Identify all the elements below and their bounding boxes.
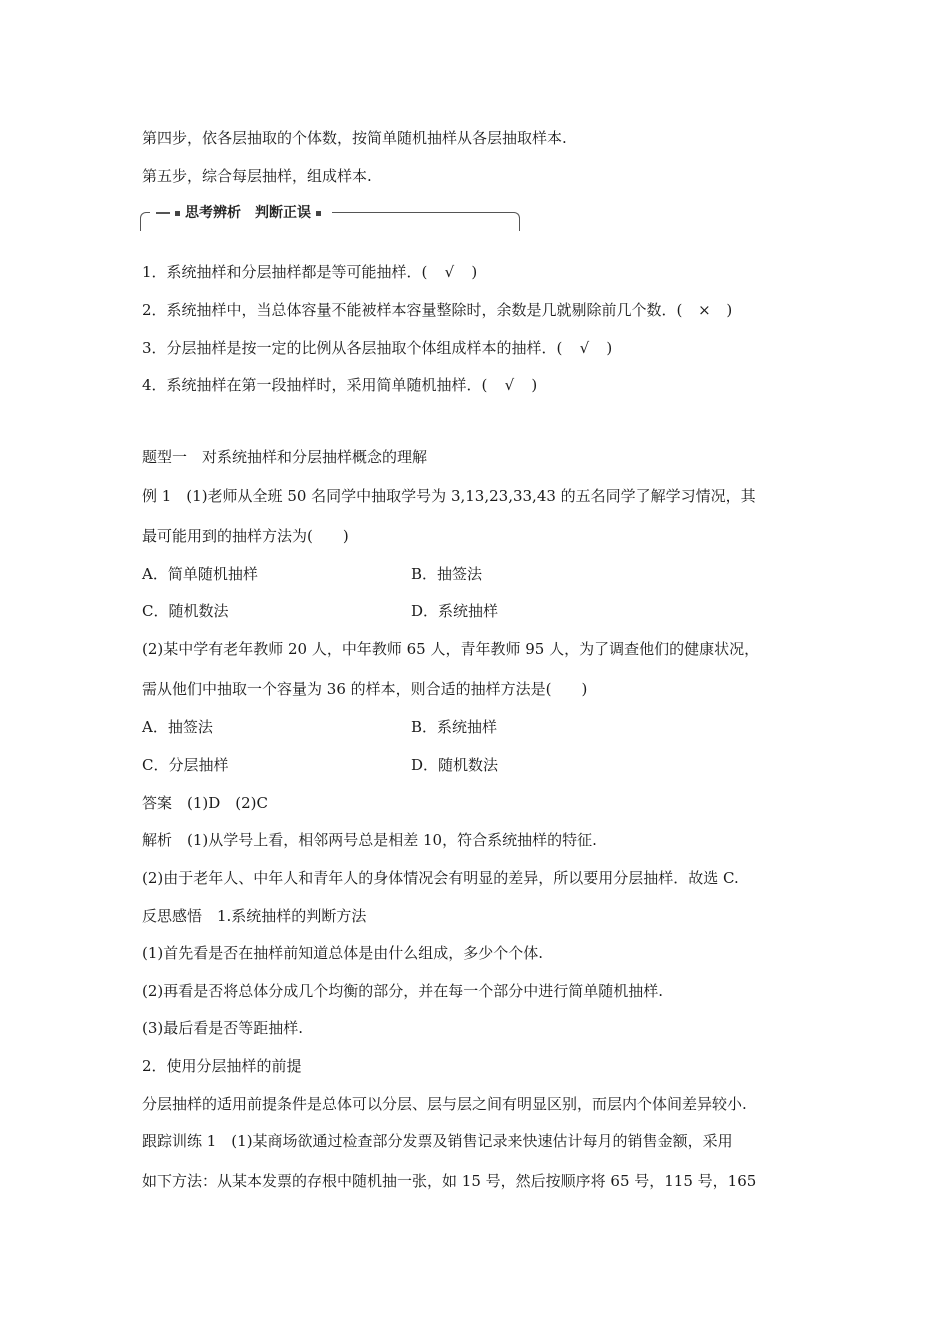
judgment-paren: ) [606,339,613,357]
check-mark: √ [579,339,590,357]
option-a: A．简单随机抽样 [142,565,258,583]
option-d: D．系统抽样 [411,602,499,620]
option-c: C．随机数法 [142,602,229,620]
check-mark: √ [444,263,455,281]
example-line: 最可能用到的抽样方法为( ) [142,527,349,545]
judgment-text: 1．系统抽样和分层抽样都是等可能抽样．( [142,263,428,281]
example-line: 例 1 (1)老师从全班 50 名同学中抽取学号为 3,13,23,33,43 的五名同学了解学习情况，其 [142,487,756,505]
judgment-item [142,338,612,358]
reflect-line: (2)再看是否将总体分成几个均衡的部分，并在每一个部分中进行简单随机抽样. [142,982,664,1000]
cross-mark: × [698,301,711,319]
judgment-paren: ) [726,301,733,319]
answer-line: 答案 (1)D (2)C [142,794,268,812]
judgment-item [142,300,732,320]
premise-text: 分层抽样的适用前提条件是总体可以分层、层与层之间有明显区别，而层内个体间差异较小. [142,1095,747,1113]
check-mark: √ [504,376,515,394]
banner-title [150,202,332,224]
banner-title-text: 思考辨析 判断正误 [185,205,311,221]
reflect-line: (1)首先看是否在抽样前知道总体是由什么组成，多少个个体. [142,944,544,962]
option-c: C．分层抽样 [142,756,229,774]
reflect-line: (3)最后看是否等距抽样. [142,1019,304,1037]
judgment-item [142,375,537,395]
reflect-title: 反思感悟 1.系统抽样的判断方法 [142,907,367,925]
analysis-line: 解析 (1)从学号上看，相邻两号总是相差 10，符合系统抽样的特征. [142,831,597,849]
judgment-text: 4．系统抽样在第一段抽样时，采用简单随机抽样．( [142,376,488,394]
follow-up-line: 跟踪训练 1 (1)某商场欲通过检查部分发票及销售记录来快速估计每月的销售金额，采用 [142,1132,733,1150]
judgment-paren: ) [531,376,538,394]
section-heading: 题型一 对系统抽样和分层抽样概念的理解 [142,448,428,466]
option-b: B．系统抽样 [411,718,498,736]
option-b: B．抽签法 [411,565,483,583]
square-bullet-icon [175,211,180,216]
think-judge-banner [140,202,520,230]
step-four-text: 第四步，依各层抽取的个体数，按简单随机抽样从各层抽取样本. [142,129,567,147]
question-line: (2)某中学有老年教师 20 人，中年教师 65 人，青年教师 95 人，为了调查他们的健康状况， [142,640,760,658]
analysis-line: (2)由于老年人、中年人和青年人的身体情况会有明显的差异，所以要用分层抽样．故选 C. [142,869,739,887]
option-d: D．随机数法 [411,756,499,774]
judgment-paren: ) [471,263,478,281]
question-line: 需从他们中抽取一个容量为 36 的样本，则合适的抽样方法是( ) [142,680,588,698]
judgment-text: 3．分层抽样是按一定的比例从各层抽取个体组成样本的抽样．( [142,339,563,357]
step-five-text: 第五步，综合每层抽样，组成样本. [142,167,372,185]
premise-title: 2．使用分层抽样的前提 [142,1057,302,1075]
judgment-text: 2．系统抽样中，当总体容量不能被样本容量整除时，余数是几就剔除前几个数．( [142,301,683,319]
option-a: A．抽签法 [142,718,213,736]
judgment-item [142,262,477,282]
follow-up-line: 如下方法：从某本发票的存根中随机抽一张，如 15 号，然后按顺序将 65 号，115 号，165 [142,1172,757,1190]
square-bullet-icon [316,211,321,216]
